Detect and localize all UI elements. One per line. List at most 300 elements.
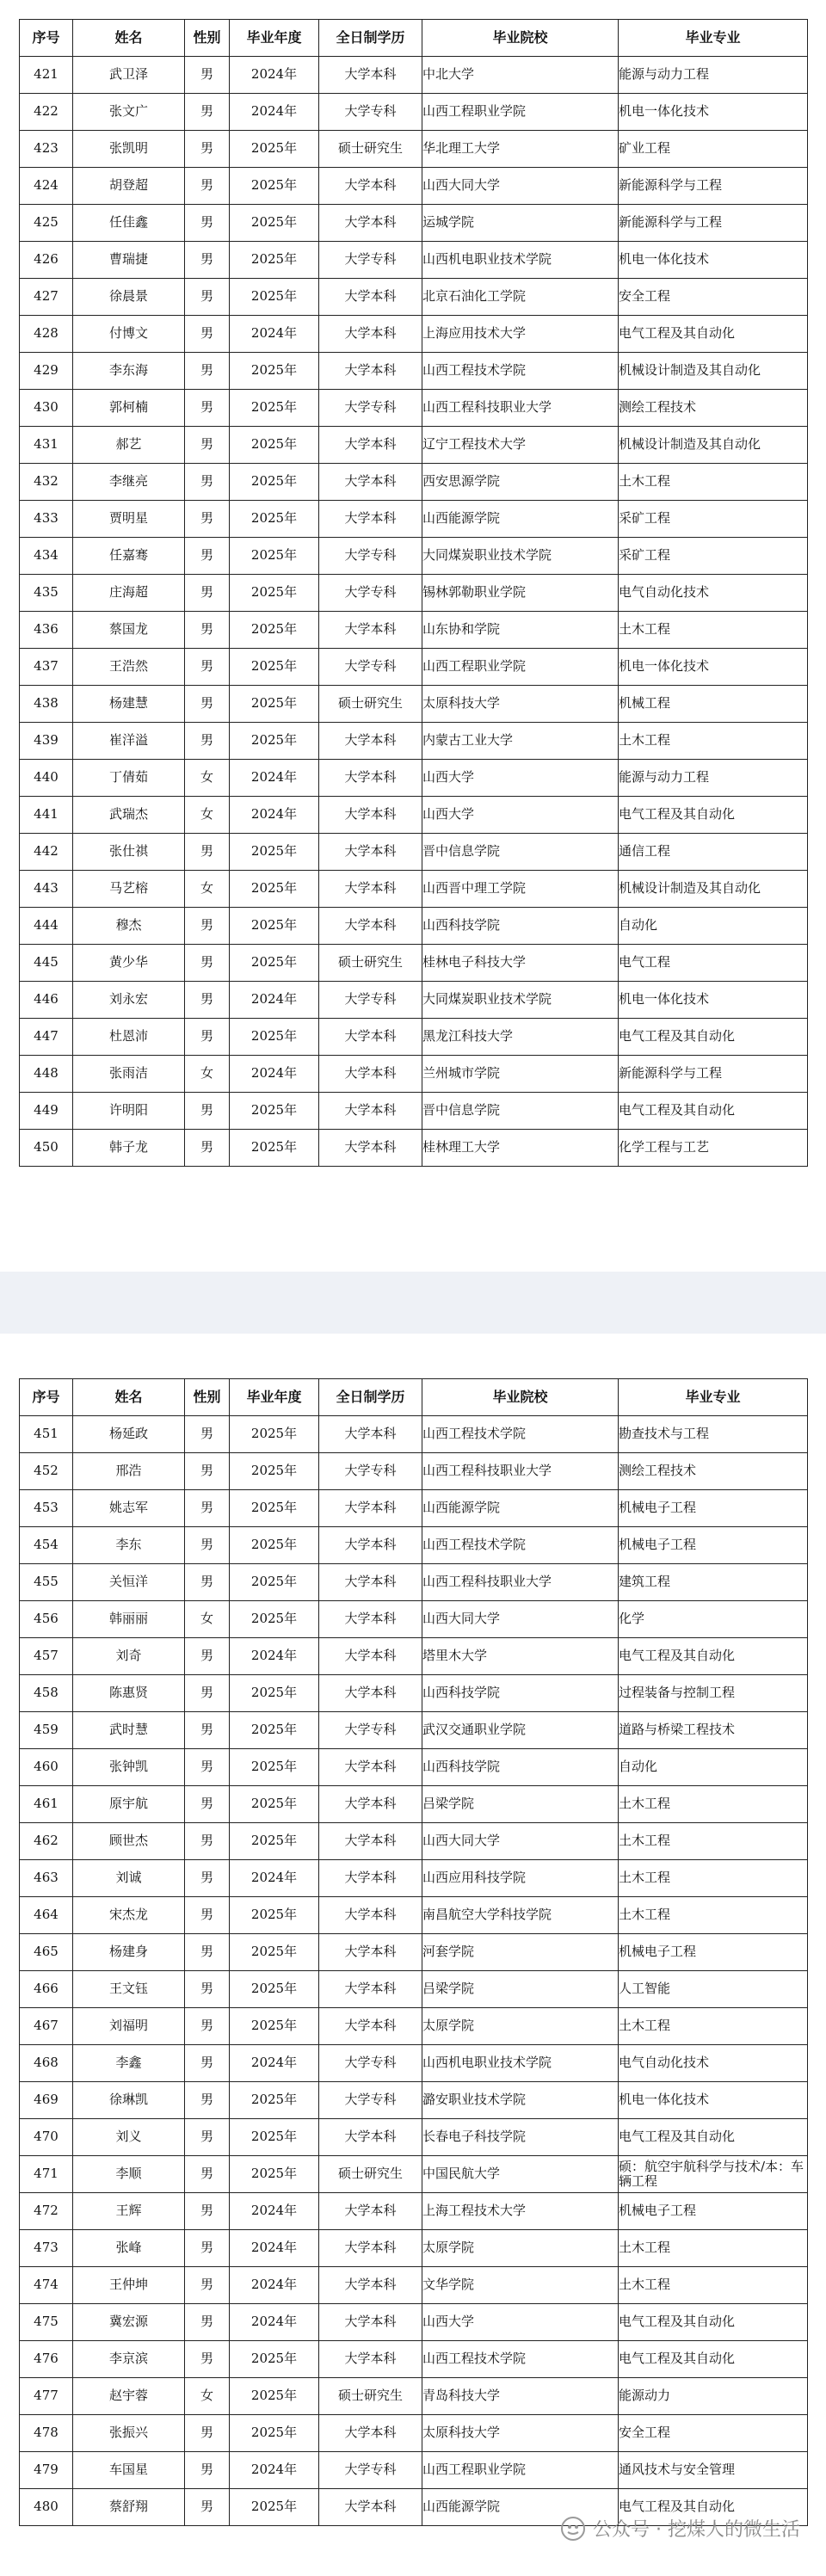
cell-major: 能源与动力工程 xyxy=(619,57,808,94)
cell-school: 山西大学 xyxy=(422,760,619,797)
table-row xyxy=(20,1675,808,1712)
cell-education: 大学本科 xyxy=(319,2341,422,2378)
table-row xyxy=(20,686,808,723)
cell-grad-year: 2024年 xyxy=(230,797,319,834)
cell-education: 大学专科 xyxy=(319,1712,422,1749)
cell-major: 土木工程 xyxy=(619,1897,808,1934)
cell-name: 张振兴 xyxy=(73,2415,185,2452)
cell-education: 大学本科 xyxy=(319,501,422,538)
cell-grad-year: 2024年 xyxy=(230,2045,319,2082)
cell-index: 477 xyxy=(20,2378,73,2415)
cell-school: 太原科技大学 xyxy=(422,686,619,723)
cell-name: 贾明星 xyxy=(73,501,185,538)
cell-name: 穆杰 xyxy=(73,908,185,945)
cell-gender: 男 xyxy=(185,316,230,353)
cell-name: 李东海 xyxy=(73,353,185,390)
cell-school: 河套学院 xyxy=(422,1934,619,1971)
cell-school: 南昌航空大学科技学院 xyxy=(422,1897,619,1934)
cell-gender: 男 xyxy=(185,57,230,94)
cell-name: 刘奇 xyxy=(73,1638,185,1675)
cell-grad-year: 2025年 xyxy=(230,834,319,871)
cell-school: 山西能源学院 xyxy=(422,2489,619,2526)
cell-major: 机械电子工程 xyxy=(619,2193,808,2230)
cell-education: 大学专科 xyxy=(319,1453,422,1490)
cell-grad-year: 2024年 xyxy=(230,2267,319,2304)
cell-education: 大学本科 xyxy=(319,1056,422,1093)
cell-gender: 男 xyxy=(185,1675,230,1712)
cell-major: 自动化 xyxy=(619,908,808,945)
cell-education: 大学本科 xyxy=(319,168,422,205)
cell-grad-year: 2024年 xyxy=(230,94,319,131)
cell-school: 塔里木大学 xyxy=(422,1638,619,1675)
cell-school: 锡林郭勒职业学院 xyxy=(422,575,619,612)
cell-index: 473 xyxy=(20,2230,73,2267)
cell-grad-year: 2025年 xyxy=(230,1786,319,1823)
cell-school: 山西应用科技学院 xyxy=(422,1860,619,1897)
cell-education: 大学本科 xyxy=(319,205,422,242)
cell-gender: 男 xyxy=(185,2082,230,2119)
cell-name: 姚志军 xyxy=(73,1490,185,1527)
cell-name: 许明阳 xyxy=(73,1093,185,1130)
cell-index: 431 xyxy=(20,427,73,464)
col-header-grad-year: 毕业年度 xyxy=(230,1379,319,1416)
cell-grad-year: 2024年 xyxy=(230,760,319,797)
cell-school: 上海工程技术大学 xyxy=(422,2193,619,2230)
cell-index: 479 xyxy=(20,2452,73,2489)
table-row xyxy=(20,723,808,760)
cell-gender: 男 xyxy=(185,2452,230,2489)
cell-school: 山西工程职业学院 xyxy=(422,2452,619,2489)
cell-grad-year: 2025年 xyxy=(230,1971,319,2008)
table-row xyxy=(20,1601,808,1638)
cell-name: 郝艺 xyxy=(73,427,185,464)
cell-grad-year: 2025年 xyxy=(230,649,319,686)
cell-education: 大学本科 xyxy=(319,760,422,797)
cell-education: 大学本科 xyxy=(319,1416,422,1453)
cell-school: 上海应用技术大学 xyxy=(422,316,619,353)
table-row xyxy=(20,1019,808,1056)
cell-school: 山西科技学院 xyxy=(422,1749,619,1786)
col-header-gender: 性别 xyxy=(185,1379,230,1416)
cell-gender: 男 xyxy=(185,501,230,538)
cell-school: 山西能源学院 xyxy=(422,1490,619,1527)
cell-school: 山西工程技术学院 xyxy=(422,1527,619,1564)
cell-grad-year: 2025年 xyxy=(230,612,319,649)
cell-school: 大同煤炭职业技术学院 xyxy=(422,538,619,575)
cell-education: 大学本科 xyxy=(319,1019,422,1056)
cell-grad-year: 2025年 xyxy=(230,427,319,464)
table-row xyxy=(20,168,808,205)
cell-index: 454 xyxy=(20,1527,73,1564)
cell-school: 大同煤炭职业技术学院 xyxy=(422,982,619,1019)
table-row xyxy=(20,2156,808,2193)
table-row xyxy=(20,1786,808,1823)
cell-education: 大学本科 xyxy=(319,612,422,649)
cell-index: 468 xyxy=(20,2045,73,2082)
cell-gender: 男 xyxy=(185,2119,230,2156)
cell-index: 460 xyxy=(20,1749,73,1786)
table-row xyxy=(20,908,808,945)
cell-name: 李继亮 xyxy=(73,464,185,501)
cell-major: 勘查技术与工程 xyxy=(619,1416,808,1453)
cell-gender: 男 xyxy=(185,686,230,723)
table-row xyxy=(20,1527,808,1564)
cell-education: 硕士研究生 xyxy=(319,131,422,168)
page-separator xyxy=(0,1272,826,1334)
cell-education: 大学本科 xyxy=(319,1564,422,1601)
cell-gender: 男 xyxy=(185,1638,230,1675)
cell-gender: 男 xyxy=(185,1527,230,1564)
table-row xyxy=(20,2452,808,2489)
cell-gender: 男 xyxy=(185,2341,230,2378)
cell-major: 安全工程 xyxy=(619,2415,808,2452)
cell-education: 大学本科 xyxy=(319,1130,422,1167)
cell-index: 463 xyxy=(20,1860,73,1897)
cell-education: 大学本科 xyxy=(319,1897,422,1934)
cell-grad-year: 2025年 xyxy=(230,1019,319,1056)
cell-gender: 女 xyxy=(185,1056,230,1093)
cell-name: 马艺榕 xyxy=(73,871,185,908)
cell-gender: 男 xyxy=(185,538,230,575)
cell-education: 大学专科 xyxy=(319,649,422,686)
cell-school: 内蒙古工业大学 xyxy=(422,723,619,760)
col-header-major: 毕业专业 xyxy=(619,1379,808,1416)
cell-name: 张雨洁 xyxy=(73,1056,185,1093)
cell-grad-year: 2025年 xyxy=(230,871,319,908)
table-row xyxy=(20,1897,808,1934)
table-row xyxy=(20,982,808,1019)
cell-gender: 男 xyxy=(185,390,230,427)
cell-gender: 女 xyxy=(185,1601,230,1638)
cell-grad-year: 2025年 xyxy=(230,1897,319,1934)
cell-name: 郭柯楠 xyxy=(73,390,185,427)
col-header-name: 姓名 xyxy=(73,20,185,57)
table-row xyxy=(20,797,808,834)
cell-index: 475 xyxy=(20,2304,73,2341)
cell-index: 472 xyxy=(20,2193,73,2230)
cell-grad-year: 2024年 xyxy=(230,1638,319,1675)
cell-major: 测绘工程技术 xyxy=(619,1453,808,1490)
cell-gender: 男 xyxy=(185,2156,230,2193)
cell-index: 444 xyxy=(20,908,73,945)
cell-major: 机械电子工程 xyxy=(619,1934,808,1971)
cell-major: 机电一体化技术 xyxy=(619,649,808,686)
cell-index: 435 xyxy=(20,575,73,612)
cell-name: 付博文 xyxy=(73,316,185,353)
cell-index: 421 xyxy=(20,57,73,94)
cell-index: 465 xyxy=(20,1934,73,1971)
cell-name: 崔洋溢 xyxy=(73,723,185,760)
cell-name: 张峰 xyxy=(73,2230,185,2267)
cell-grad-year: 2024年 xyxy=(230,57,319,94)
cell-major: 土木工程 xyxy=(619,2230,808,2267)
cell-major: 机械工程 xyxy=(619,686,808,723)
table-row xyxy=(20,1823,808,1860)
cell-education: 大学本科 xyxy=(319,1527,422,1564)
cell-school: 山西工程科技职业大学 xyxy=(422,390,619,427)
cell-grad-year: 2025年 xyxy=(230,1934,319,1971)
cell-index: 438 xyxy=(20,686,73,723)
cell-gender: 男 xyxy=(185,2489,230,2526)
cell-gender: 男 xyxy=(185,1786,230,1823)
cell-index: 432 xyxy=(20,464,73,501)
cell-grad-year: 2025年 xyxy=(230,1453,319,1490)
table-row xyxy=(20,1130,808,1167)
table-row xyxy=(20,1490,808,1527)
cell-index: 480 xyxy=(20,2489,73,2526)
cell-school: 山西大学 xyxy=(422,2304,619,2341)
cell-school: 运城学院 xyxy=(422,205,619,242)
cell-school: 山东协和学院 xyxy=(422,612,619,649)
col-header-grad-year: 毕业年度 xyxy=(230,20,319,57)
cell-school: 山西工程科技职业大学 xyxy=(422,1453,619,1490)
cell-major: 新能源科学与工程 xyxy=(619,205,808,242)
cell-grad-year: 2025年 xyxy=(230,501,319,538)
cell-major: 电气工程及其自动化 xyxy=(619,2119,808,2156)
cell-gender: 女 xyxy=(185,760,230,797)
roster-table-1 xyxy=(19,19,808,1167)
cell-index: 467 xyxy=(20,2008,73,2045)
cell-education: 大学本科 xyxy=(319,353,422,390)
cell-gender: 男 xyxy=(185,464,230,501)
cell-name: 韩子龙 xyxy=(73,1130,185,1167)
cell-grad-year: 2025年 xyxy=(230,390,319,427)
table-row xyxy=(20,205,808,242)
page-2 xyxy=(0,1334,826,2576)
cell-major: 采矿工程 xyxy=(619,501,808,538)
cell-gender: 男 xyxy=(185,242,230,279)
table-row xyxy=(20,279,808,316)
cell-grad-year: 2024年 xyxy=(230,2193,319,2230)
cell-gender: 男 xyxy=(185,2304,230,2341)
cell-education: 硕士研究生 xyxy=(319,686,422,723)
cell-education: 大学专科 xyxy=(319,2452,422,2489)
cell-gender: 男 xyxy=(185,1897,230,1934)
cell-index: 462 xyxy=(20,1823,73,1860)
cell-grad-year: 2025年 xyxy=(230,279,319,316)
cell-gender: 男 xyxy=(185,612,230,649)
cell-index: 424 xyxy=(20,168,73,205)
cell-index: 447 xyxy=(20,1019,73,1056)
cell-major: 机电一体化技术 xyxy=(619,982,808,1019)
cell-major: 化学 xyxy=(619,1601,808,1638)
cell-major: 机电一体化技术 xyxy=(619,242,808,279)
cell-school: 桂林理工大学 xyxy=(422,1130,619,1167)
cell-index: 422 xyxy=(20,94,73,131)
cell-grad-year: 2025年 xyxy=(230,1601,319,1638)
cell-gender: 男 xyxy=(185,945,230,982)
cell-index: 428 xyxy=(20,316,73,353)
cell-index: 439 xyxy=(20,723,73,760)
table-row xyxy=(20,2378,808,2415)
cell-index: 434 xyxy=(20,538,73,575)
cell-grad-year: 2024年 xyxy=(230,2452,319,2489)
table-row xyxy=(20,945,808,982)
cell-name: 杜恩沛 xyxy=(73,1019,185,1056)
table-row xyxy=(20,1093,808,1130)
cell-grad-year: 2025年 xyxy=(230,353,319,390)
table-row xyxy=(20,1712,808,1749)
cell-index: 423 xyxy=(20,131,73,168)
cell-school: 山西工程技术学院 xyxy=(422,1416,619,1453)
table-row xyxy=(20,464,808,501)
cell-education: 大学本科 xyxy=(319,2489,422,2526)
table-row xyxy=(20,1564,808,1601)
col-header-gender: 性别 xyxy=(185,20,230,57)
cell-school: 山西大学 xyxy=(422,797,619,834)
cell-school: 青岛科技大学 xyxy=(422,2378,619,2415)
cell-school: 山西机电职业技术学院 xyxy=(422,2045,619,2082)
cell-school: 太原学院 xyxy=(422,2230,619,2267)
cell-grad-year: 2025年 xyxy=(230,1675,319,1712)
roster-table-2 xyxy=(19,1378,808,2526)
cell-gender: 男 xyxy=(185,353,230,390)
cell-name: 顾世杰 xyxy=(73,1823,185,1860)
col-header-name: 姓名 xyxy=(73,1379,185,1416)
cell-name: 武卫泽 xyxy=(73,57,185,94)
table-header-row xyxy=(20,1379,808,1416)
cell-index: 443 xyxy=(20,871,73,908)
cell-education: 大学专科 xyxy=(319,242,422,279)
cell-education: 大学本科 xyxy=(319,57,422,94)
cell-index: 442 xyxy=(20,834,73,871)
cell-name: 张钟凯 xyxy=(73,1749,185,1786)
cell-index: 464 xyxy=(20,1897,73,1934)
cell-major: 机电一体化技术 xyxy=(619,94,808,131)
cell-major: 电气工程及其自动化 xyxy=(619,2341,808,2378)
cell-major: 土木工程 xyxy=(619,464,808,501)
cell-gender: 男 xyxy=(185,1860,230,1897)
cell-grad-year: 2024年 xyxy=(230,2304,319,2341)
cell-major: 机电一体化技术 xyxy=(619,2082,808,2119)
cell-major: 电气工程及其自动化 xyxy=(619,2489,808,2526)
cell-name: 李顺 xyxy=(73,2156,185,2193)
cell-gender: 男 xyxy=(185,427,230,464)
cell-major: 过程装备与控制工程 xyxy=(619,1675,808,1712)
cell-grad-year: 2025年 xyxy=(230,908,319,945)
cell-school: 山西工程职业学院 xyxy=(422,94,619,131)
cell-name: 邢浩 xyxy=(73,1453,185,1490)
cell-gender: 男 xyxy=(185,1823,230,1860)
cell-school: 吕梁学院 xyxy=(422,1786,619,1823)
cell-name: 王辉 xyxy=(73,2193,185,2230)
table-row xyxy=(20,2082,808,2119)
cell-index: 450 xyxy=(20,1130,73,1167)
cell-grad-year: 2025年 xyxy=(230,1712,319,1749)
cell-major: 能源动力 xyxy=(619,2378,808,2415)
cell-education: 大学专科 xyxy=(319,2082,422,2119)
cell-education: 大学本科 xyxy=(319,1971,422,2008)
cell-grad-year: 2025年 xyxy=(230,1564,319,1601)
cell-name: 杨建身 xyxy=(73,1934,185,1971)
cell-gender: 男 xyxy=(185,1971,230,2008)
table-row xyxy=(20,1416,808,1453)
cell-gender: 男 xyxy=(185,2045,230,2082)
table-row xyxy=(20,242,808,279)
cell-education: 大学本科 xyxy=(319,427,422,464)
cell-major: 机械设计制造及其自动化 xyxy=(619,871,808,908)
cell-education: 大学本科 xyxy=(319,279,422,316)
cell-gender: 男 xyxy=(185,1019,230,1056)
table-row xyxy=(20,2267,808,2304)
cell-education: 大学本科 xyxy=(319,1601,422,1638)
cell-gender: 男 xyxy=(185,834,230,871)
cell-name: 徐晨景 xyxy=(73,279,185,316)
cell-name: 刘诚 xyxy=(73,1860,185,1897)
cell-major: 新能源科学与工程 xyxy=(619,168,808,205)
cell-grad-year: 2025年 xyxy=(230,1490,319,1527)
cell-major: 土木工程 xyxy=(619,2008,808,2045)
cell-school: 山西工程技术学院 xyxy=(422,353,619,390)
cell-gender: 男 xyxy=(185,1453,230,1490)
cell-education: 大学本科 xyxy=(319,1490,422,1527)
col-header-education: 全日制学历 xyxy=(319,1379,422,1416)
cell-school: 山西大同大学 xyxy=(422,1823,619,1860)
cell-major: 机械电子工程 xyxy=(619,1490,808,1527)
cell-gender: 女 xyxy=(185,871,230,908)
cell-gender: 男 xyxy=(185,1749,230,1786)
cell-name: 李京滨 xyxy=(73,2341,185,2378)
cell-index: 455 xyxy=(20,1564,73,1601)
table-row xyxy=(20,131,808,168)
cell-name: 韩丽丽 xyxy=(73,1601,185,1638)
cell-name: 庄海超 xyxy=(73,575,185,612)
cell-major: 电气自动化技术 xyxy=(619,575,808,612)
cell-index: 446 xyxy=(20,982,73,1019)
cell-gender: 男 xyxy=(185,168,230,205)
table-row xyxy=(20,1934,808,1971)
cell-grad-year: 2025年 xyxy=(230,1749,319,1786)
cell-education: 大学专科 xyxy=(319,982,422,1019)
cell-grad-year: 2025年 xyxy=(230,131,319,168)
cell-gender: 男 xyxy=(185,94,230,131)
cell-school: 中国民航大学 xyxy=(422,2156,619,2193)
cell-major: 土木工程 xyxy=(619,2267,808,2304)
cell-index: 457 xyxy=(20,1638,73,1675)
cell-index: 427 xyxy=(20,279,73,316)
cell-grad-year: 2025年 xyxy=(230,723,319,760)
cell-name: 王文钰 xyxy=(73,1971,185,2008)
cell-name: 原宇航 xyxy=(73,1786,185,1823)
cell-gender: 男 xyxy=(185,2193,230,2230)
cell-education: 大学本科 xyxy=(319,1675,422,1712)
cell-school: 山西科技学院 xyxy=(422,908,619,945)
cell-major: 机械电子工程 xyxy=(619,1527,808,1564)
cell-major: 电气工程及其自动化 xyxy=(619,797,808,834)
cell-name: 赵宇蓉 xyxy=(73,2378,185,2415)
table-row xyxy=(20,649,808,686)
cell-index: 466 xyxy=(20,1971,73,2008)
table-row xyxy=(20,1749,808,1786)
cell-gender: 男 xyxy=(185,1093,230,1130)
cell-name: 杨建慧 xyxy=(73,686,185,723)
cell-name: 蔡国龙 xyxy=(73,612,185,649)
cell-school: 文华学院 xyxy=(422,2267,619,2304)
cell-name: 冀宏源 xyxy=(73,2304,185,2341)
cell-education: 大学专科 xyxy=(319,538,422,575)
cell-education: 大学本科 xyxy=(319,2415,422,2452)
cell-major: 自动化 xyxy=(619,1749,808,1786)
cell-index: 471 xyxy=(20,2156,73,2193)
cell-grad-year: 2025年 xyxy=(230,2378,319,2415)
cell-index: 426 xyxy=(20,242,73,279)
cell-name: 丁倩茹 xyxy=(73,760,185,797)
table-row xyxy=(20,1638,808,1675)
cell-education: 大学本科 xyxy=(319,1860,422,1897)
cell-index: 476 xyxy=(20,2341,73,2378)
table-row xyxy=(20,316,808,353)
cell-index: 425 xyxy=(20,205,73,242)
